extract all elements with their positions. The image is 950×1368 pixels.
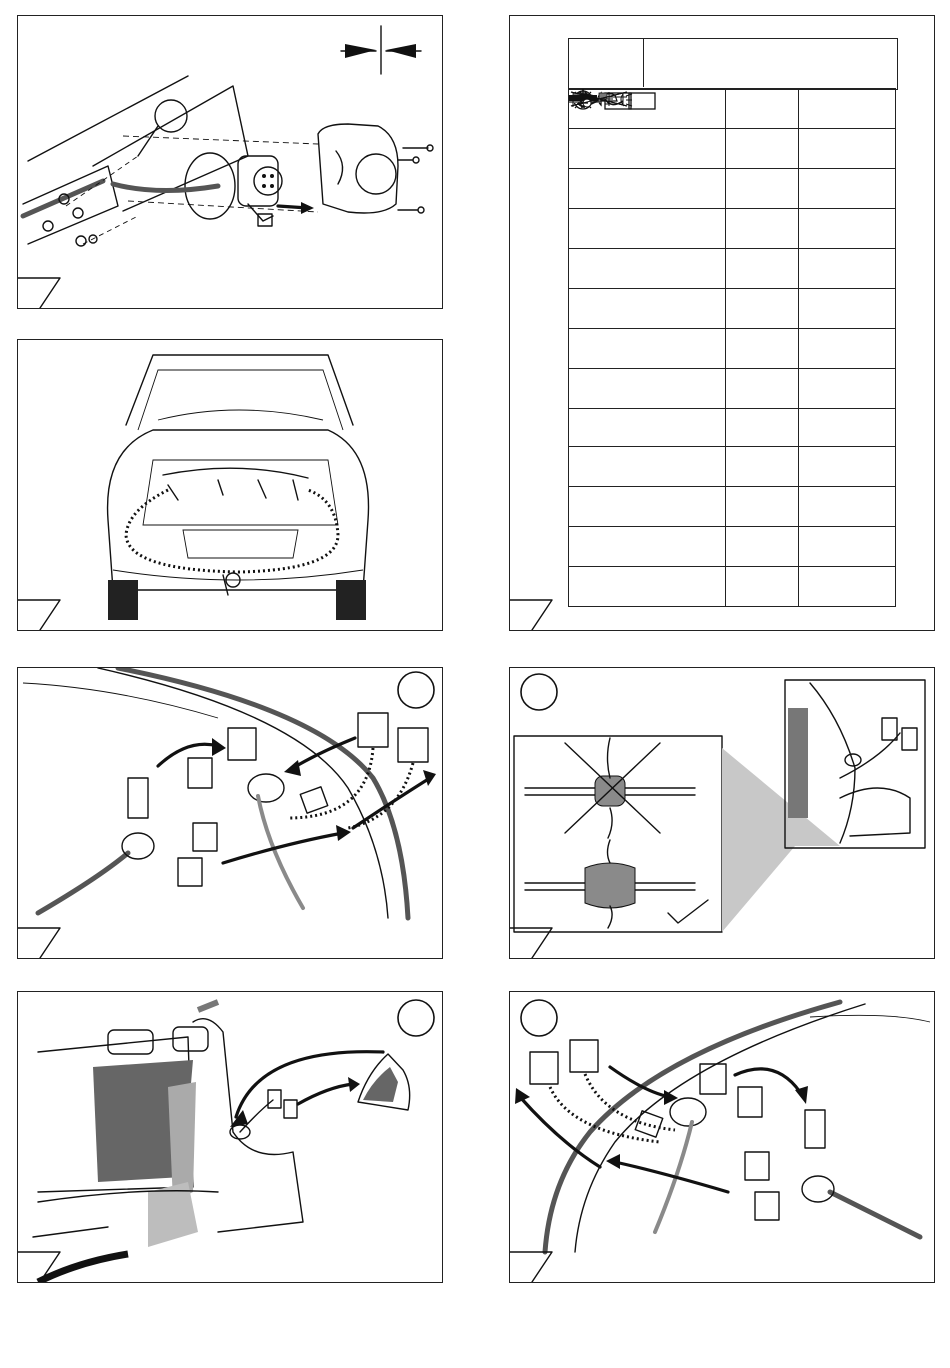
panel-wiring-table — [509, 15, 935, 631]
step-number-circle — [398, 1000, 434, 1036]
table-row — [569, 169, 896, 209]
value-cell — [799, 169, 896, 209]
car-rear-illustration — [18, 340, 442, 630]
value-cell — [726, 209, 799, 249]
table-header-box — [568, 38, 898, 90]
value-cell — [799, 487, 896, 527]
table-row — [569, 527, 896, 567]
symbol-cell — [569, 289, 726, 329]
table-row — [569, 249, 896, 289]
table-row — [569, 447, 896, 487]
boot-connector-illustration — [18, 668, 442, 958]
symbol-cell — [569, 209, 726, 249]
tighten-symbol-icon — [341, 26, 421, 74]
check-mark-icon — [668, 900, 708, 923]
value-cell — [799, 527, 896, 567]
value-cell — [726, 447, 799, 487]
panel-connector-left — [17, 667, 443, 959]
value-cell — [799, 89, 896, 129]
symbol-cell — [569, 487, 726, 527]
value-cell — [799, 369, 896, 409]
value-cell — [726, 567, 799, 607]
value-cell — [726, 289, 799, 329]
symbol-cell — [569, 169, 726, 209]
value-cell — [726, 409, 799, 447]
symbol-cell — [569, 567, 726, 607]
panel-rear-lamp-left — [17, 991, 443, 1283]
symbol-cell — [569, 527, 726, 567]
step-number-circle — [398, 672, 434, 708]
value-cell — [799, 567, 896, 607]
value-cell — [799, 129, 896, 169]
panel-connector-right — [509, 991, 935, 1283]
panel-mount-socket — [17, 15, 443, 309]
boot-connector-right-illustration — [510, 992, 934, 1282]
boot-side-lamp-illustration — [18, 992, 442, 1282]
value-cell — [726, 169, 799, 209]
symbol-cell — [569, 249, 726, 289]
value-cell — [726, 329, 799, 369]
panel-cable-route — [17, 339, 443, 631]
symbol-cell — [569, 369, 726, 409]
table-row — [569, 129, 896, 169]
value-cell — [726, 369, 799, 409]
header-divider — [643, 39, 644, 87]
table-row — [569, 369, 896, 409]
table-row — [569, 487, 896, 527]
value-cell — [726, 129, 799, 169]
step-number-circle — [521, 1000, 557, 1036]
symbol-cell — [569, 447, 726, 487]
value-cell — [799, 447, 896, 487]
step-number-circle — [521, 674, 557, 710]
table-row — [569, 329, 896, 369]
symbol-cell — [569, 409, 726, 447]
value-cell — [799, 209, 896, 249]
value-cell — [726, 249, 799, 289]
wiring-table — [568, 88, 896, 607]
table-row — [569, 409, 896, 447]
ground-icon — [569, 89, 597, 111]
value-cell — [799, 409, 896, 447]
value-cell — [799, 289, 896, 329]
value-cell — [726, 89, 799, 129]
value-cell — [799, 249, 896, 289]
symbol-cell — [569, 129, 726, 169]
grommet-illustration — [510, 668, 934, 958]
screw-icon — [398, 145, 433, 213]
table-row — [569, 289, 896, 329]
value-cell — [726, 527, 799, 567]
panel-grommet-check — [509, 667, 935, 959]
symbol-cell — [569, 329, 726, 369]
table-row — [569, 567, 896, 607]
table-row — [569, 209, 896, 249]
socket-mounting-illustration — [18, 16, 442, 308]
value-cell — [726, 487, 799, 527]
value-cell — [799, 329, 896, 369]
